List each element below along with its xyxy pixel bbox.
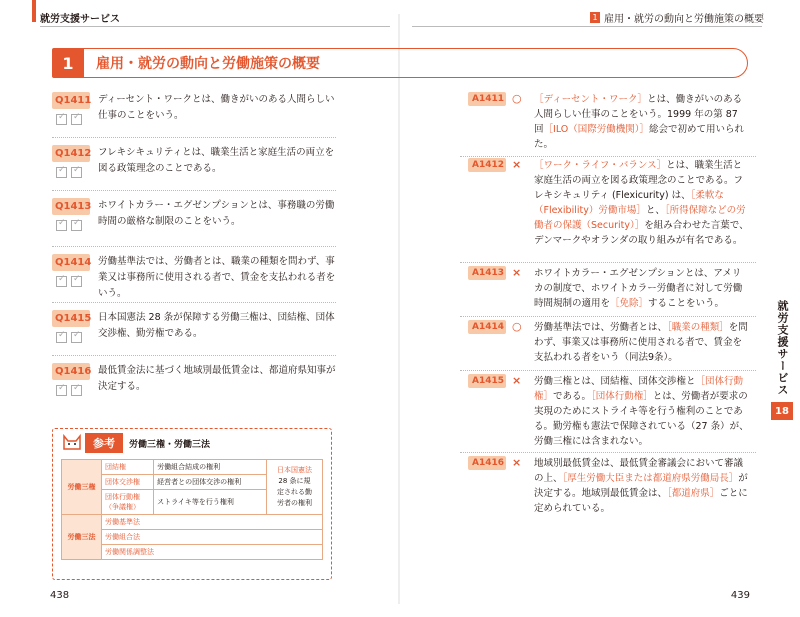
answer-mark: × — [512, 266, 522, 279]
reference-header — [61, 433, 210, 453]
reference-table — [61, 459, 323, 560]
header-chapter-num: 1 — [590, 12, 600, 23]
answer-segment: と、 — [645, 205, 665, 216]
reference-box — [52, 428, 332, 580]
checkbox[interactable] — [71, 276, 82, 287]
answer-segment: ごとに定められている。 — [534, 488, 748, 514]
answer-id: A1416 — [468, 456, 506, 470]
checkbox[interactable] — [71, 385, 82, 396]
answer-segment: とは、働きがいのある人間らしい仕事のことをいう。1999 年の第 87 回 — [534, 94, 743, 135]
checkbox[interactable] — [56, 332, 67, 343]
side-index — [764, 300, 800, 420]
answer-text — [534, 374, 750, 449]
table-cell: 団体交渉権 — [102, 475, 154, 490]
page-number-right: 439 — [730, 590, 750, 601]
answer-segment: である。 — [553, 391, 592, 402]
divider — [460, 452, 756, 453]
question-text: 労働基準法では、労働者とは、職業の種類を問わず、事業又は事務所に使用される者で、賃金を支払われる者をいう。 — [98, 256, 336, 299]
answer-id: A1413 — [468, 266, 506, 280]
table-row — [62, 545, 323, 560]
answer-segment: 労働三権とは、団結権、団体交渉権と — [534, 376, 696, 387]
chapter-banner — [52, 48, 748, 78]
header-rule-right — [412, 26, 762, 27]
side-label: 就労支援サービス — [776, 300, 789, 396]
keyword-highlight: ［柔軟な（Flexibility）労働市場］ — [534, 190, 724, 216]
checkbox[interactable] — [71, 332, 82, 343]
answer-segment: を問わず、事業又は事務所に使用される者で、賃金を支払われる者をいう（同法9条）。 — [534, 322, 748, 363]
note-cell — [267, 460, 323, 515]
checkbox[interactable] — [56, 114, 67, 125]
page-number-left: 438 — [50, 590, 70, 601]
keyword-highlight: ［所得保障などの労働者の保護（Security）］ — [534, 205, 746, 231]
check-boxes — [56, 167, 82, 178]
checkbox[interactable] — [71, 220, 82, 231]
header-right — [590, 10, 764, 25]
table-cell: 労働基準法 — [102, 515, 323, 530]
answer-mark: × — [512, 374, 522, 387]
divider — [52, 355, 336, 356]
checkbox[interactable] — [56, 276, 67, 287]
reference-title: 労働三権・労働三法 — [129, 439, 211, 450]
table-cell: 労働関係調整法 — [102, 545, 323, 560]
header-tab-marker — [32, 0, 36, 22]
keyword-highlight: ［ILO（国際労働機関）］ — [543, 124, 649, 135]
divider — [460, 316, 756, 317]
table-row — [62, 460, 323, 475]
checkbox[interactable] — [56, 385, 67, 396]
check-boxes — [56, 332, 82, 343]
keyword-highlight: ［免除］ — [610, 298, 649, 309]
table-cell: 団体行動権 （争議権） — [102, 490, 154, 515]
divider — [460, 370, 756, 371]
keyword-highlight: ［団体行動権］ — [534, 376, 744, 402]
answer-text — [534, 92, 750, 152]
note-line: 定される勤 — [277, 488, 312, 496]
chapter-title: 雇用・就労の動向と労働施策の概要 — [96, 56, 320, 72]
answer-mark: ○ — [512, 320, 522, 333]
answer-text — [534, 158, 750, 248]
question-id: Q1415 — [52, 310, 90, 327]
keyword-highlight: ［ディーセント・ワーク］ — [534, 94, 648, 105]
answer-text — [534, 456, 750, 516]
keyword-highlight: ［都道府県］ — [667, 488, 720, 499]
answer-segment: を組み合わせた言葉で、デンマークやオランダの取り組みが有名である。 — [534, 220, 749, 246]
checkbox[interactable] — [71, 114, 82, 125]
divider — [52, 302, 336, 303]
question-id: Q1411 — [52, 92, 90, 109]
group-label: 労働三法 — [62, 515, 102, 560]
answer-text — [534, 320, 750, 365]
answer-segment: することをいう。 — [648, 298, 725, 309]
question-text: 最低賃金法に基づく地域別最低賃金は、都道府県知事が決定する。 — [98, 365, 336, 392]
checkbox[interactable] — [56, 220, 67, 231]
header-left-title: 就労支援サービス — [40, 14, 120, 25]
checkbox[interactable] — [56, 167, 67, 178]
keyword-highlight: ［厚生労働大臣または都道府県労働局長］ — [562, 473, 739, 484]
answer-id: A1415 — [468, 374, 506, 388]
answer-id: A1411 — [468, 92, 506, 106]
note-line: 労者の権利 — [277, 499, 312, 507]
keyword-highlight: ［団体行動権］ — [591, 391, 653, 402]
divider — [52, 137, 336, 138]
answer-text — [534, 266, 750, 311]
answer-mark: × — [512, 158, 522, 171]
question-text: 日本国憲法 28 条が保障する労働三権は、団結権、団体交渉権、勤労権である。 — [98, 312, 335, 339]
keyword-highlight: ［職業の種類］ — [667, 322, 729, 333]
question-text: ホワイトカラー・エグゼンプションとは、事務職の労働時間の厳格な制限のことをいう。 — [98, 200, 335, 227]
table-cell: 団結権 — [102, 460, 154, 475]
answer-id: A1414 — [468, 320, 506, 334]
table-cell: ストライキ等を行う権利 — [154, 490, 267, 515]
answer-mark: ○ — [512, 92, 522, 105]
divider — [52, 246, 336, 247]
answer-segment: とは、職業生活と家庭生活の両立を図る政策理念のことである。フレキシキュリティ (Flexicurity) は、 — [534, 160, 744, 201]
check-boxes — [56, 220, 82, 231]
header-rule-left — [40, 26, 390, 27]
cat-icon — [61, 433, 83, 453]
check-boxes — [56, 385, 82, 396]
header-right-title: 雇用・就労の動向と労働施策の概要 — [604, 14, 764, 25]
answer-mark: × — [512, 456, 522, 469]
table-cell: 経営者との団体交渉の権利 — [154, 475, 267, 490]
answer-segment: ホワイトカラー・エグゼンプションとは、アメリカの制度で、ホワイトカラー労働者に対して労働時間規制の適用を — [534, 268, 743, 309]
question-text: ディーセント・ワークとは、働きがいのある人間らしい仕事のことをいう。 — [98, 94, 335, 121]
question-id: Q1413 — [52, 198, 90, 215]
question-text: フレキシキュリティとは、職業生活と家庭生活の両立を図る政策理念のことである。 — [98, 147, 335, 174]
table-cell: 労働組合法 — [102, 530, 323, 545]
table-row — [62, 515, 323, 530]
reference-tag: 参考 — [85, 433, 123, 453]
answer-id: A1412 — [468, 158, 506, 172]
question-id: Q1414 — [52, 254, 90, 271]
answer-segment: 地域別最低賃金は、最低賃金審議会において審議の上、 — [534, 458, 744, 484]
divider — [460, 156, 756, 157]
chapter-number: 1 — [52, 48, 84, 78]
question-id: Q1416 — [52, 363, 90, 380]
question-id: Q1412 — [52, 145, 90, 162]
table-cell: 労働組合結成の権利 — [154, 460, 267, 475]
keyword-highlight: ［ワーク・ライフ・バランス］ — [534, 160, 667, 171]
group-label: 労働三権 — [62, 460, 102, 515]
answer-segment: とは、労働者が要求の実現のためにストライキ等を行う権利のことである。勤労権も憲法で保障されている（27 条）が、労働三権には含まれない。 — [534, 391, 749, 447]
check-boxes — [56, 276, 82, 287]
answer-segment: が決定する。地域別最低賃金は、 — [534, 473, 748, 499]
answer-segment: 総会で初めて用いられた。 — [534, 124, 745, 150]
page-gutter — [398, 14, 400, 604]
note-line: 28 条に規 — [278, 477, 311, 485]
divider — [460, 262, 756, 263]
note-line: 日本国憲法 — [277, 466, 312, 474]
table-row — [62, 530, 323, 545]
answer-segment: 労働基準法では、労働者とは、 — [534, 322, 668, 333]
divider — [52, 190, 336, 191]
check-boxes — [56, 114, 82, 125]
side-chapter-num: 18 — [771, 402, 793, 420]
checkbox[interactable] — [71, 167, 82, 178]
